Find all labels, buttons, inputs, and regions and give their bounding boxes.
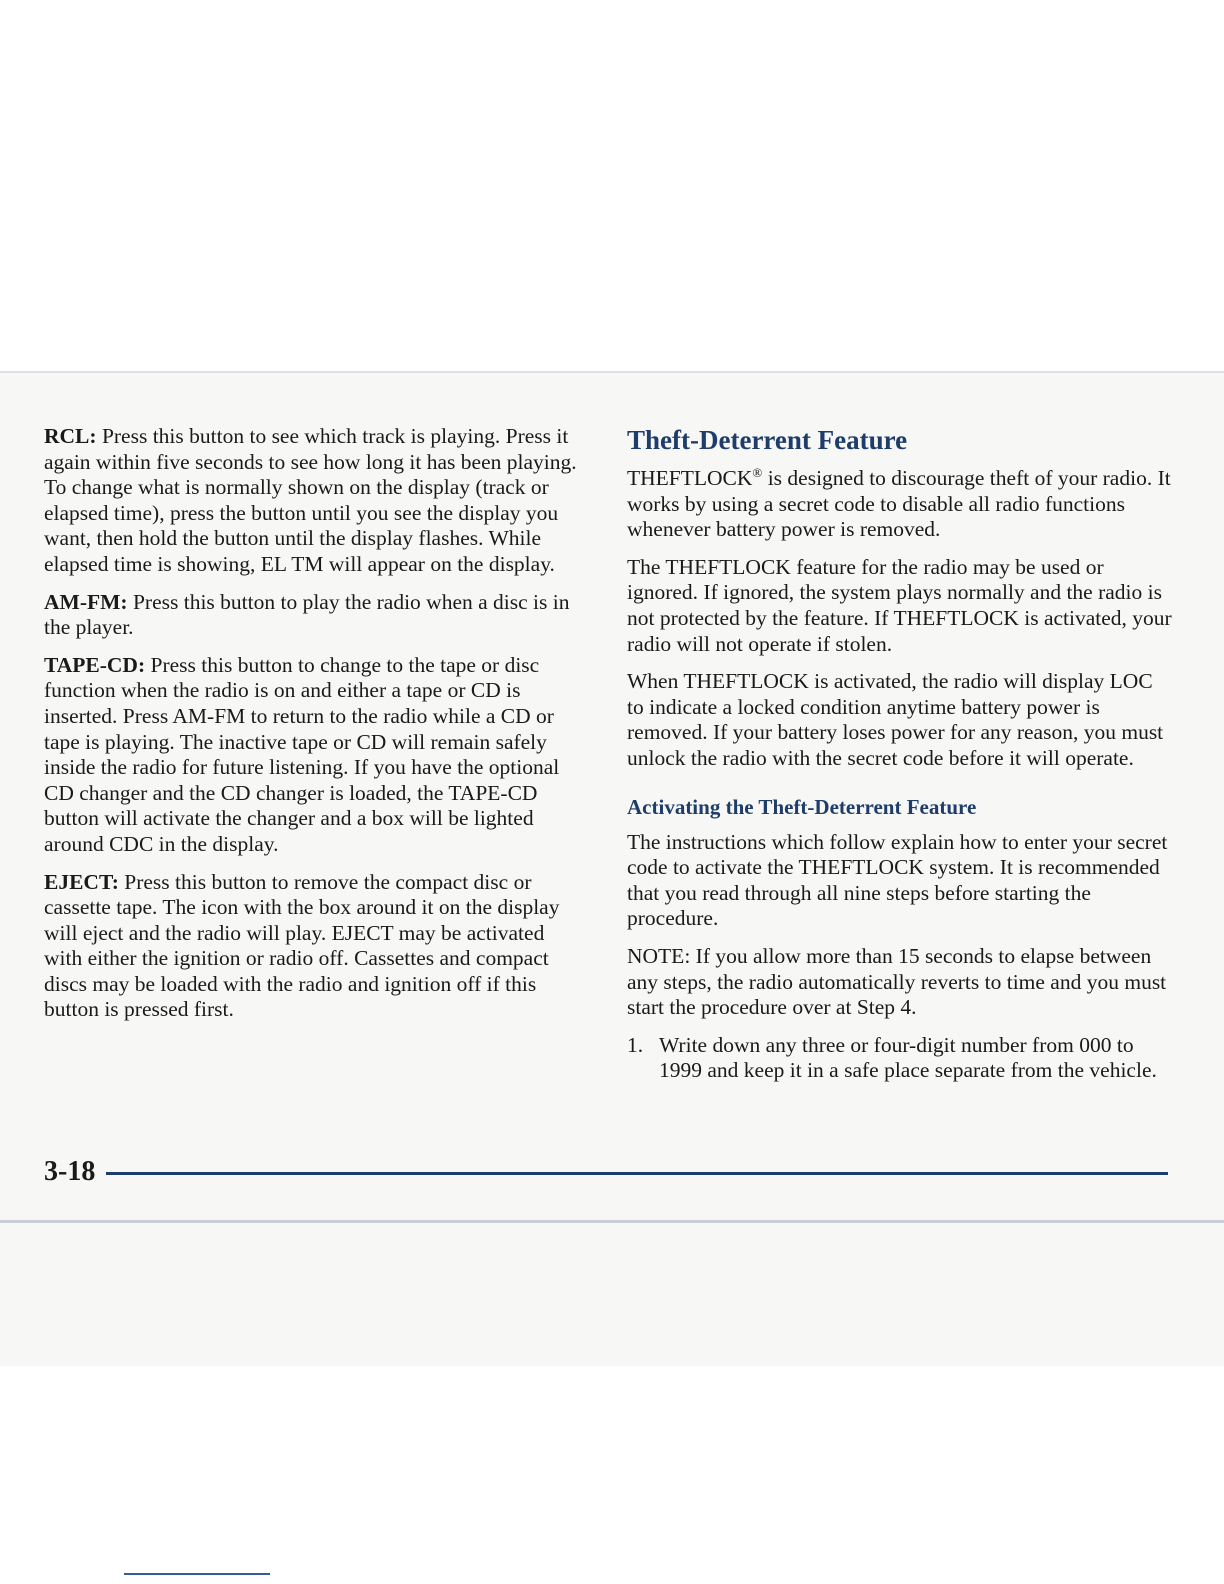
step-item	[627, 1033, 1172, 1084]
am-fm-label: AM-FM:	[44, 589, 128, 614]
am-fm-paragraph	[44, 590, 584, 641]
rcl-paragraph	[44, 424, 584, 578]
left-column	[44, 424, 584, 1035]
section-title: Theft-Deterrent Feature	[627, 425, 908, 455]
theftlock-intro-text: is designed to discourage theft of your radio. It works by using a secret code to disable all radio functions whenever battery power is removed.	[627, 466, 1171, 542]
rcl-text: Press this button to see which track is playing. Press it again within five seconds to see how long it has been playing. To change what is normally shown on the display (track or elapsed time), press the button until you see the display you want, then hold the button until the display flashes. While elapsed time is showing, EL TM will appear on the display.	[44, 424, 577, 576]
instructions-paragraph: The instructions which follow explain how to enter your secret code to activate the THEFTLOCK system. It is recommended that you read through all nine steps before starting the procedure.	[627, 829, 1168, 931]
eject-label: EJECT:	[44, 869, 119, 894]
rcl-label: RCL:	[44, 424, 97, 448]
tape-cd-label: TAPE-CD:	[44, 652, 146, 677]
theftlock-usage-paragraph: The THEFTLOCK feature for the radio may be used or ignored. If ignored, the system plays normally and the radio is not protected by the feature. If THEFTLOCK is activated, your radio will not operate if stolen.	[627, 554, 1172, 656]
eject-paragraph	[44, 870, 584, 1024]
tape-cd-paragraph	[44, 653, 584, 858]
step-number: 1.	[627, 1032, 644, 1057]
subsection-title: Activating the Theft-Deterrent Feature	[627, 794, 977, 819]
am-fm-text: Press this button to play the radio when a disc is in the player.	[44, 589, 570, 640]
theftlock-intro-paragraph	[627, 466, 1172, 543]
scan-top-edge	[0, 371, 1224, 373]
page-number: 3-18	[44, 1156, 96, 1187]
bottom-edge-mark	[124, 1573, 270, 1575]
right-column	[627, 424, 1172, 1084]
theftlock-locked-paragraph: When THEFTLOCK is activated, the radio will display LOC to indicate a locked condition anytime battery power is removed. If your battery loses power for any reason, you must unlock the radio with the secret code before it will operate.	[627, 669, 1164, 770]
note-paragraph: NOTE: If you allow more than 15 seconds to elapse between any steps, the radio automatically reverts to time and you must start the procedure over at Step 4.	[627, 943, 1167, 1020]
theftlock-brand: THEFTLOCK	[627, 466, 753, 490]
eject-text: Press this button to remove the compact disc or cassette tape. The icon with the box around it on the display will eject and the radio will play. EJECT may be activated with either the ignition or radio off. Cassettes and compact discs may be loaded with the radio and ignition off if this button is pressed first.	[44, 869, 560, 1022]
scan-bottom-edge	[0, 1220, 1224, 1223]
footer-rule	[106, 1172, 1168, 1175]
step-text: Write down any three or four-digit number from 000 to 1999 and keep it in a safe place separate from the vehicle.	[659, 1032, 1157, 1083]
registered-mark: ®	[752, 464, 763, 480]
tape-cd-text: Press this button to change to the tape or disc function when the radio is on and either a tape or CD is inserted. Press AM-FM to return to the radio while a CD or tape is playing. The inactive tape or CD will remain safely inside the radio for future listening. If you have the optional CD changer and the CD changer is loaded, the TAPE-CD button will activate the changer and a box will be lighted around CDC in the display.	[44, 652, 560, 856]
